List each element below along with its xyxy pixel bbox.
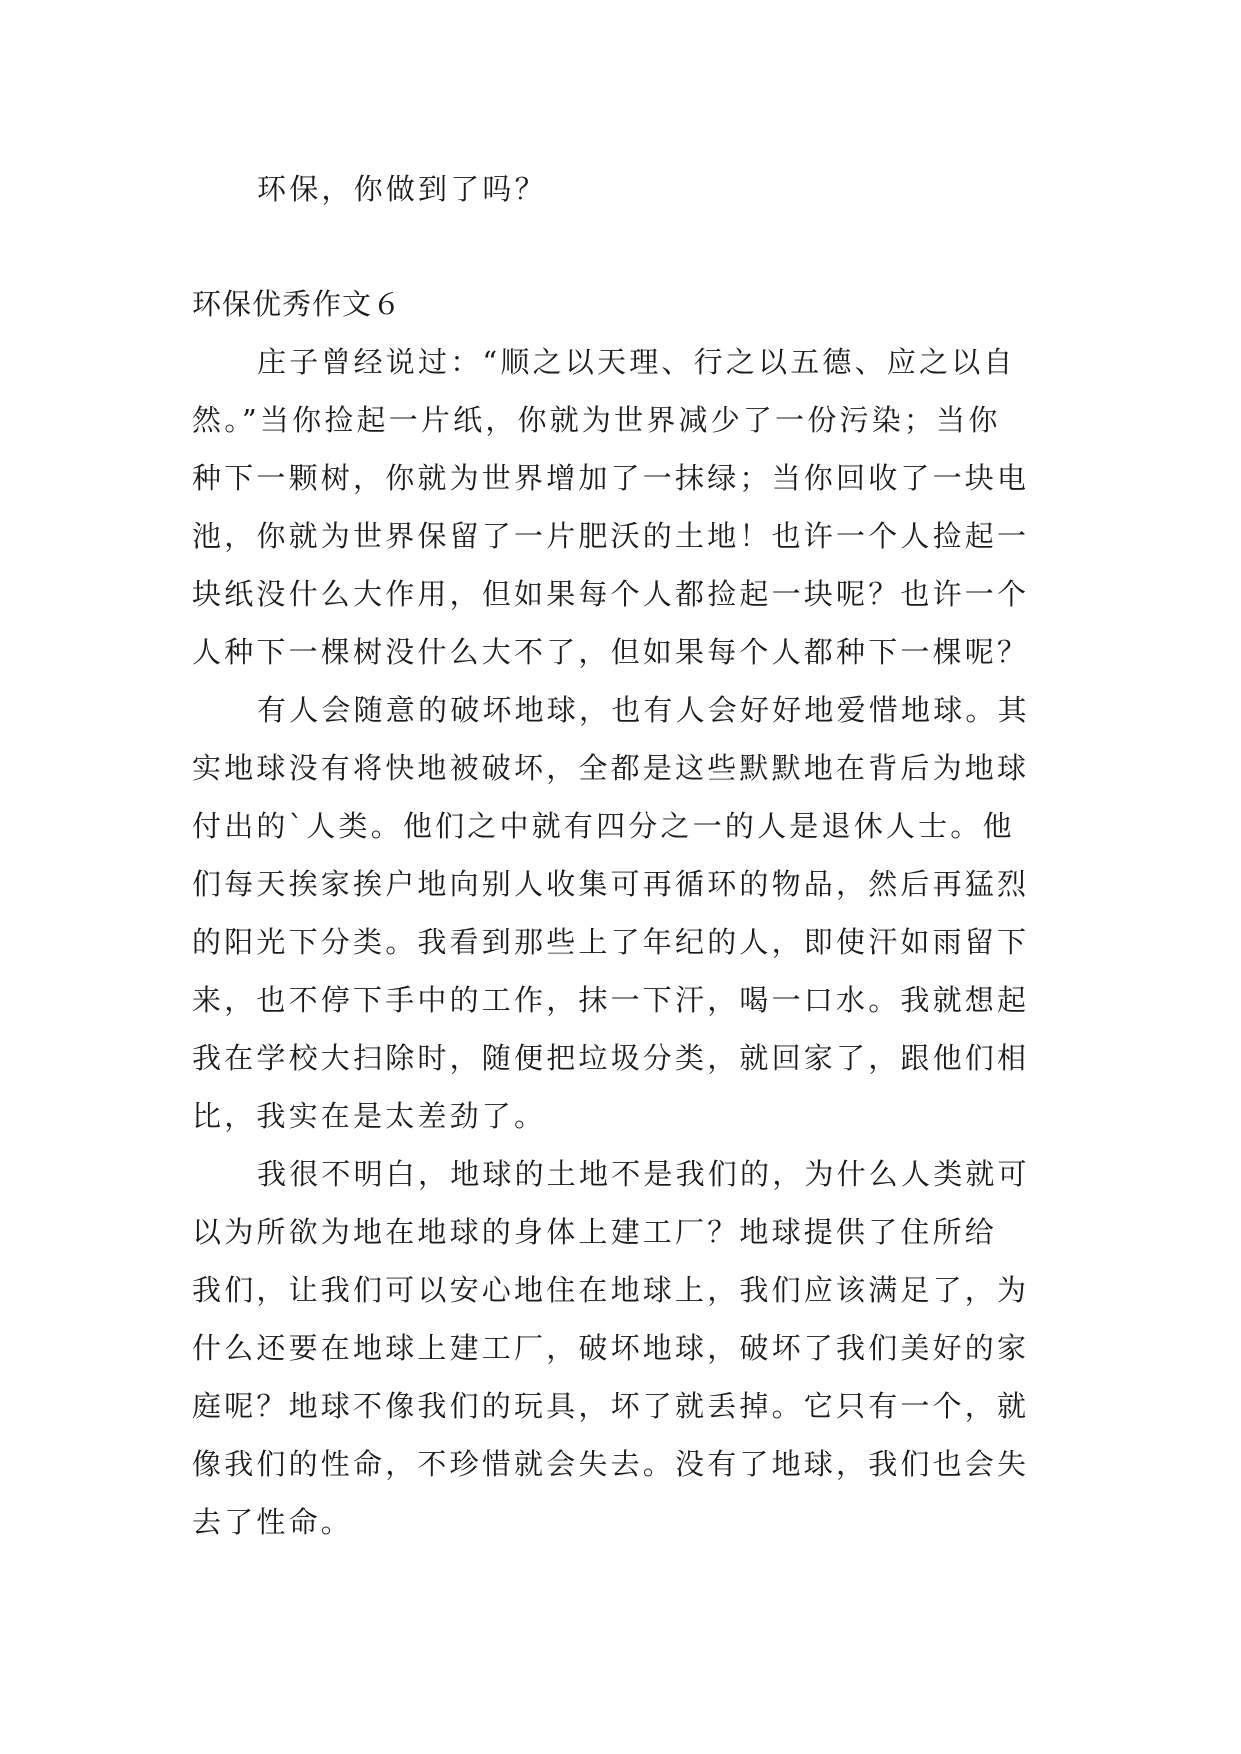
document-body [192,160,1058,1551]
paragraph-line: 什么还要在地球上建工厂，破坏地球，破坏了我们美好的家 [192,1331,1030,1365]
paragraph-line: 来，也不停下手中的工作，抹一下汗，喝一口水。我就想起 [192,983,1030,1017]
paragraph-line: 去了性命。 [192,1505,354,1539]
paragraph-line: 然。”当你捡起一片纸，你就为世界减少了一份污染；当你 [192,403,1001,437]
paragraph-line: 人种下一棵树没什么大不了，但如果每个人都种下一棵呢？ [192,635,1030,669]
paragraph-line: 庄子曾经说过：“顺之以天理、行之以五德、应之以自 [257,345,1016,379]
paragraph-line: 们每天挨家挨户地向别人收集可再循环的物品，然后再猛烈 [192,867,1030,901]
section-title: 环保优秀作文６ [192,287,403,321]
intro-line: 环保，你做到了吗？ [257,172,547,206]
paragraph-line: 的阳光下分类。我看到那些上了年纪的人，即使汗如雨留下 [192,925,1030,959]
paragraph-line: 庭呢？地球不像我们的玩具，坏了就丢掉。它只有一个，就 [192,1389,1030,1423]
paragraph-line: 种下一颗树，你就为世界增加了一抹绿；当你回收了一块电 [192,461,1030,495]
paragraph-line: 我们，让我们可以安心地住在地球上，我们应该满足了，为 [192,1273,1030,1307]
paragraph-line: 实地球没有将快地被破坏，全都是这些默默地在背后为地球 [192,751,1030,785]
paragraph-line: 以为所欲为地在地球的身体上建工厂？地球提供了住所给 [192,1215,998,1249]
paragraph-line: 块纸没什么大作用，但如果每个人都捡起一块呢？也许一个 [192,577,1030,611]
paragraph-line: 付出的`人类。他们之中就有四分之一的人是退休人士。他 [192,809,1015,843]
paragraph [192,681,1058,1145]
paragraph-line: 池，你就为世界保留了一片肥沃的土地！也许一个人捡起一 [192,519,1030,553]
paragraph-line: 有人会随意的破坏地球，也有人会好好地爱惜地球。其 [257,693,1030,727]
paragraph-line: 像我们的性命，不珍惜就会失去。没有了地球，我们也会失 [192,1447,1030,1481]
paragraph-line: 我在学校大扫除时，随便把垃圾分类，就回家了，跟他们相 [192,1041,1030,1075]
paragraph-line: 比，我实在是太差劲了。 [192,1099,547,1133]
paragraph-line: 我很不明白，地球的土地不是我们的，为什么人类就可 [257,1157,1030,1191]
paragraph [192,1145,1058,1551]
paragraph [192,333,1058,681]
